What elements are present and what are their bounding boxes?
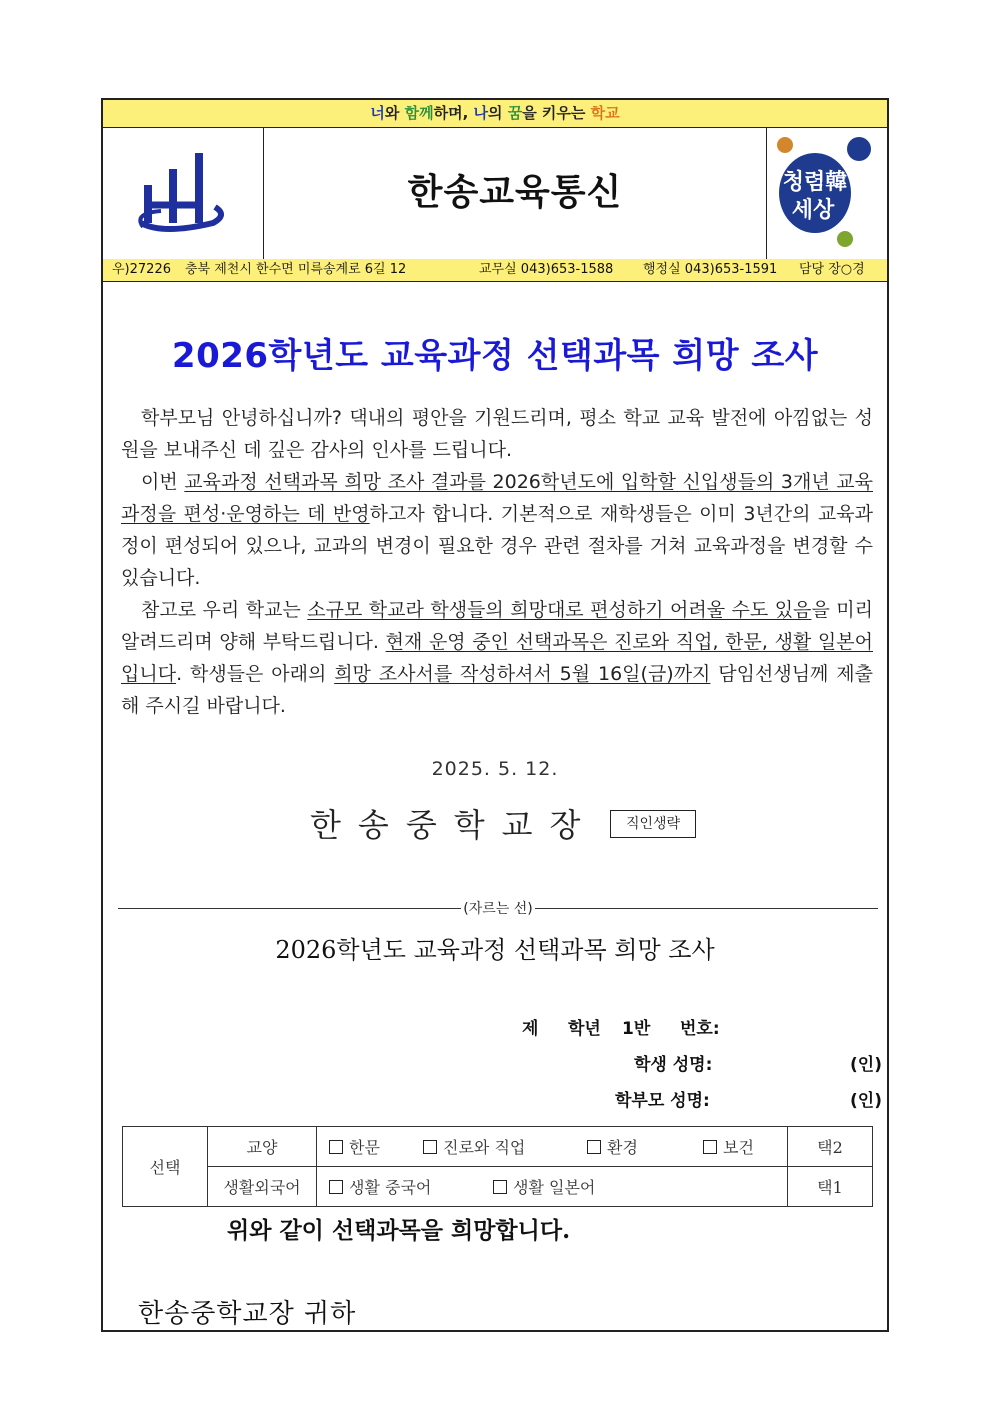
option-japanese[interactable]: 생활 일본어 bbox=[493, 1175, 595, 1198]
postal-code: 우)27226 bbox=[112, 262, 171, 277]
parent-name-field[interactable]: 학부모 성명: bbox=[615, 1091, 710, 1111]
newsletter-header bbox=[103, 127, 887, 260]
reference-paragraph: 참고로 우리 학교는 소규모 학교라 학생들의 희망대로 편성하기 어려울 수도 있음을 미리 알려드리며 양해 부탁드립니다. 현재 운영 중인 선택과목은 진로와 직업, 한문, 생활 일본어입니다. 학생들은 아래의 희망 조사서를 작성하셔서 5월 16일(금)까지 담임선생님께 제출해 주시길 바랍니다. bbox=[121, 599, 873, 717]
cut-line bbox=[118, 898, 878, 918]
checkbox-icon[interactable] bbox=[329, 1140, 343, 1154]
liberal-arts-options bbox=[317, 1127, 788, 1167]
svg-text:청렴韓: 청렴韓 bbox=[782, 169, 848, 195]
manager: 담당 장○경 bbox=[799, 262, 865, 277]
grade-label: 학년 bbox=[568, 1019, 601, 1039]
category-foreign-language: 생활외국어 bbox=[208, 1167, 317, 1207]
option-chinese[interactable]: 생활 중국어 bbox=[329, 1175, 493, 1198]
student-seal: (인) bbox=[850, 1055, 882, 1075]
notice-date: 2025. 5. 12. bbox=[431, 758, 559, 780]
school-emblem-icon bbox=[103, 127, 263, 259]
course-selection-table bbox=[122, 1126, 873, 1207]
checkbox-icon[interactable] bbox=[493, 1180, 507, 1194]
addressee: 한송중학교장 귀하 bbox=[138, 1299, 357, 1329]
integrity-world-icon bbox=[767, 127, 887, 259]
street-address: 충북 제천시 한수면 미륵송계로 6길 12 bbox=[185, 262, 407, 277]
admin-office-phone: 행정실 043)653-1591 bbox=[643, 262, 778, 277]
academic-office-phone: 교무실 043)653-1588 bbox=[479, 262, 614, 277]
confirmation-text: 위와 같이 선택과목을 희망합니다. bbox=[227, 1217, 571, 1244]
checkbox-icon[interactable] bbox=[423, 1140, 437, 1154]
grade-prefix: 제 bbox=[522, 1019, 539, 1039]
parent-seal: (인) bbox=[850, 1091, 882, 1111]
select-label: 선택 bbox=[123, 1127, 208, 1207]
svg-text:세상: 세상 bbox=[791, 197, 835, 223]
purpose-paragraph: 이번 교육과정 선택과목 희망 조사 결과를 2026학년도에 입학할 신입생들의 3개년 교육과정을 편성·운영하는 데 반영하고자 합니다. 기본적으로 재학생들은 이미 3년간의 교육과정이 편성되어 있으나, 교과의 변경이 필요한 경우 관련 절차를 거쳐 교육과정을 변경할 수 있습니다. bbox=[121, 471, 873, 589]
checkbox-icon[interactable] bbox=[329, 1180, 343, 1194]
class-label: 1반 bbox=[622, 1019, 651, 1039]
school-logo bbox=[103, 127, 264, 259]
option-health[interactable]: 보건 bbox=[703, 1135, 754, 1158]
notice-title: 2026학년도 교육과정 선택과목 희망 조사 bbox=[171, 336, 819, 376]
newsletter-title: 한송교육통신 bbox=[407, 172, 623, 213]
foreign-language-options bbox=[317, 1167, 788, 1207]
integrity-logo bbox=[766, 127, 887, 259]
pick-two: 택2 bbox=[788, 1127, 873, 1167]
option-environment[interactable]: 환경 bbox=[587, 1135, 703, 1158]
category-liberal-arts: 교양 bbox=[208, 1127, 317, 1167]
option-career[interactable]: 진로와 직업 bbox=[423, 1135, 587, 1158]
newsletter-frame bbox=[101, 98, 889, 1332]
notice-body bbox=[121, 402, 873, 722]
form-title: 2026학년도 교육과정 선택과목 희망 조사 bbox=[275, 936, 715, 964]
pick-one: 택1 bbox=[788, 1167, 873, 1207]
option-hanmun[interactable]: 한문 bbox=[329, 1135, 423, 1158]
contact-bar bbox=[103, 259, 887, 282]
student-number-field[interactable]: 번호: bbox=[680, 1019, 720, 1039]
checkbox-icon[interactable] bbox=[703, 1140, 717, 1154]
school-slogan: 너와 함께하며, 나의 꿈을 키우는 학교 bbox=[103, 100, 887, 128]
cut-line-label: (자르는 선) bbox=[463, 901, 533, 917]
greeting-paragraph: 학부모님 안녕하십니까? 댁내의 평안을 기원드리며, 평소 학교 교육 발전에 아낌없는 성원을 보내주신 데 깊은 감사의 인사를 드립니다. bbox=[121, 407, 873, 461]
student-name-field[interactable]: 학생 성명: bbox=[634, 1055, 713, 1075]
principal-name: 한송중학교장 bbox=[310, 806, 598, 844]
checkbox-icon[interactable] bbox=[587, 1140, 601, 1154]
seal-omitted-box: 직인생략 bbox=[610, 810, 696, 838]
